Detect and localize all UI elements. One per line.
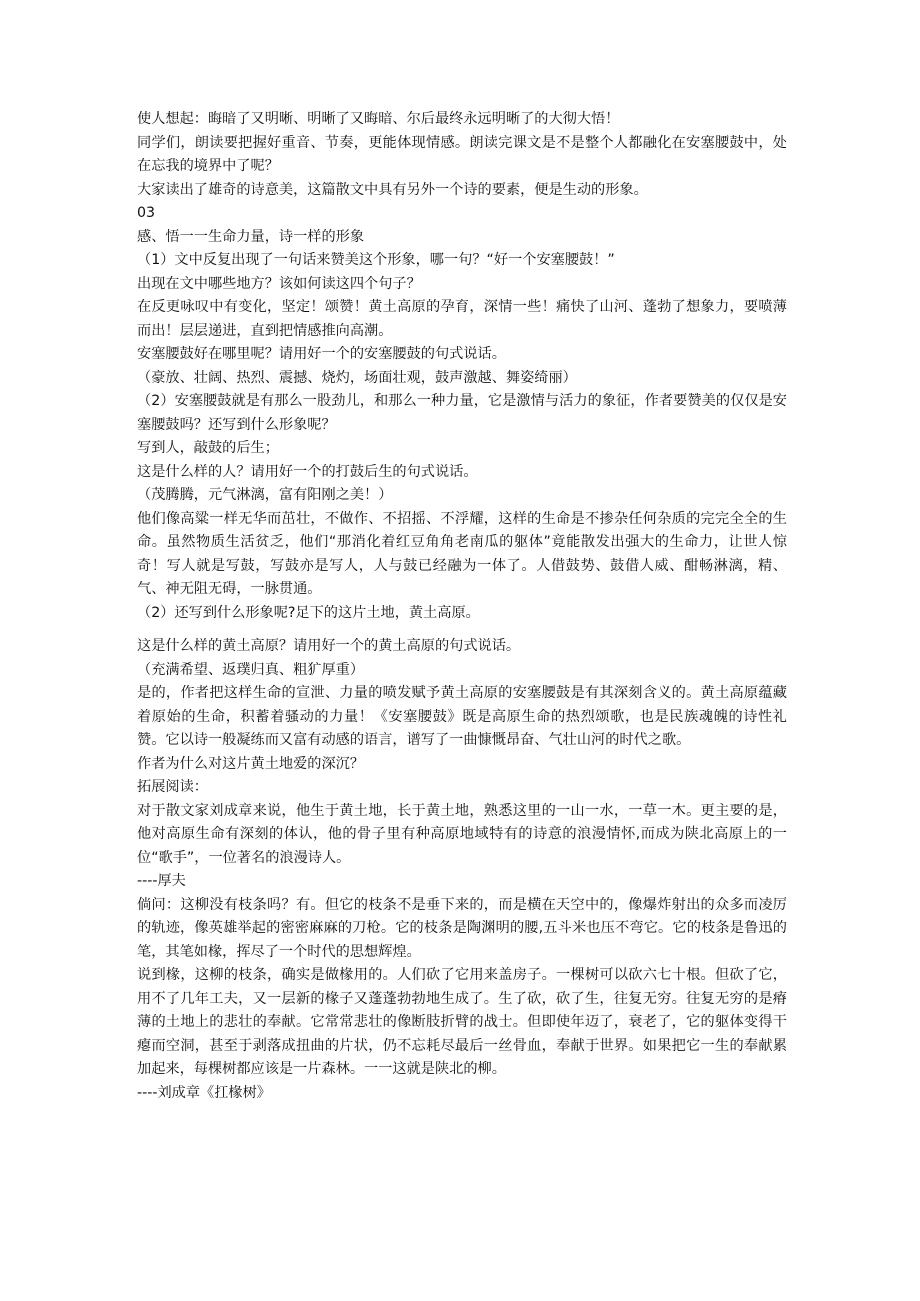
section-number: 03 <box>137 205 156 221</box>
answer-people-qualities: （茂腾腾，元气淋漓，富有阳刚之美！） <box>137 487 393 503</box>
question-1: （1）文中反复出现了一句话来赞美这个形象，哪一句？“好一个安塞腰鼓！” <box>137 252 615 268</box>
paragraph-poetic-beauty: 大家读出了雄奇的诗意美，这篇散文中具有另外一个诗的要素，便是生动的形象。 <box>137 181 648 198</box>
question-1-followup: 出现在文中哪些地方？该如何读这四个句子？ <box>137 275 421 292</box>
answer-people: 写到人，敲鼓的后生； <box>137 440 279 456</box>
paragraph-author-bio: 对于散文家刘成章来说，他生于黄土地，长于黄土地，熟悉这里的一山一水，一草一木。更主要的是，他对高原生命有深刻的体认，他的骨子里有种高原地域特有的诗意的浪漫情怀,而成为陕北高原上的一位“歌手”，一位著名的浪漫诗人。 <box>137 802 787 866</box>
section-heading: 感、悟一一生命力量，诗一样的形象 <box>137 228 365 245</box>
answer-1: 在反更咏叹中有变化，坚定！颂赞！黄土高原的孕育，深情一些！痛快了山河、蓬勃了想象力，要喷薄而出！层层递进，直到把情感推向高潮。 <box>137 299 787 339</box>
paragraph-intro-epiphany: 使人想起：晦暗了又明晰、明晰了又晦暗、尔后最终永远明晰了的大彻大悟！ <box>137 111 620 127</box>
prompt-drum: 安塞腰鼓好在哪里呢？请用好一个的安塞腰鼓的句式说话。 <box>137 346 506 362</box>
attribution-liu-chengzhang: ----刘成章《扛椽树》 <box>137 1084 271 1101</box>
prompt-people: 这是什么样的人？请用好一个的打鼓后生的句式说话。 <box>137 463 478 480</box>
answer-drum: （豪放、壮阔、热烈、震撼、烧灼，场面壮观，鼓声激越、舞姿绮丽） <box>137 369 577 386</box>
paragraph-sorghum: 他们像高粱一样无华而茁壮，不做作、不招摇、不浮耀，这样的生命是不掺杂任何杂质的完完全全的生命。虽然物质生活贫乏，他们“那消化着红豆角角老南瓜的躯体”竟能散发出强大的生命力，让世人惊奇！写人就是写鼓，写鼓亦是写人，人与鼓已经融为一体了。人借鼓势、鼓借人威、酣畅淋漓，精、气、神无阻无碍，一脉贯通。 <box>137 510 787 597</box>
extended-reading-label: 拓展阅读： <box>137 779 208 795</box>
paragraph-plateau-meaning: 是的，作者把这样生命的宣泄、力量的喷发赋予黄土高原的安塞腰鼓是有其深刻含义的。黄土高原蕴藏着原始的生命，积蓄着骚动的力量！《安塞腰鼓》既是高原生命的热烈颂歌，也是民族魂魄的诗性礼赞。它以诗一般凝练而又富有动感的语言，谱写了一曲慷慨昂奋、气壮山河的时代之歌。 <box>137 685 787 748</box>
answer-plateau: （充满希望、返璞归真、粗犷厚重） <box>137 661 365 678</box>
prompt-plateau: 这是什么样的黄土高原？请用好一个的黄土高原的句式说话。 <box>137 638 521 654</box>
blank-line <box>137 625 787 635</box>
paragraph-willow-branches: 倘问：这柳没有枝条吗？有。但它的枝条不是垂下来的，而是横在天空中的，像爆炸射出的众多而凌厉的轨迹，像英雄举起的密密麻麻的刀枪。它的枝条是陶渊明的腰,五斗米也压不弯它。它的枝条是鲁迅的笔，其笔如椽，挥尽了一个时代的思想辉煌。 <box>137 896 787 960</box>
paragraph-reading-tips: 同学们，朗读要把握好重音、节奏，更能体现情感。朗读完课文是不是整个人都融化在安塞腰鼓中，处在忘我的境界中了呢？ <box>137 134 787 174</box>
question-2: （2）安塞腰鼓就是有那么一股劲儿，和那么一种力量，它是激情与活力的象征，作者要赞美的仅仅是安塞腰鼓吗？还写到什么形象呢？ <box>137 393 787 433</box>
attribution-houfu: ----厚夫 <box>137 873 186 889</box>
question-deep-love: 作者为什么对这片黄土地爱的深沉？ <box>137 755 365 772</box>
question-2b: （2）还写到什么形象呢?足下的这片土地，黄土高原。 <box>137 604 480 621</box>
document-page <box>137 108 787 1105</box>
paragraph-rafters: 说到椽，这柳的枝条，确实是做椽用的。人们砍了它用来盖房子。一棵树可以砍六七十根。但砍了它，用不了几年工夫，又一层新的椽子又蓬蓬勃勃地生成了。生了砍，砍了生，往复无穷。往复无穷的是瘠薄的土地上的悲壮的奉献。它常常悲壮的像断肢折臂的战士。但即使年迈了，衰老了，它的躯体变得干瘪而空洞，甚至于剥落成扭曲的片状，仍不忘耗尽最后一丝骨血，奉献于世界。如果把它一生的奉献累加起来，每棵树都应该是一片森林。一一这就是陕北的柳。 <box>137 967 787 1077</box>
